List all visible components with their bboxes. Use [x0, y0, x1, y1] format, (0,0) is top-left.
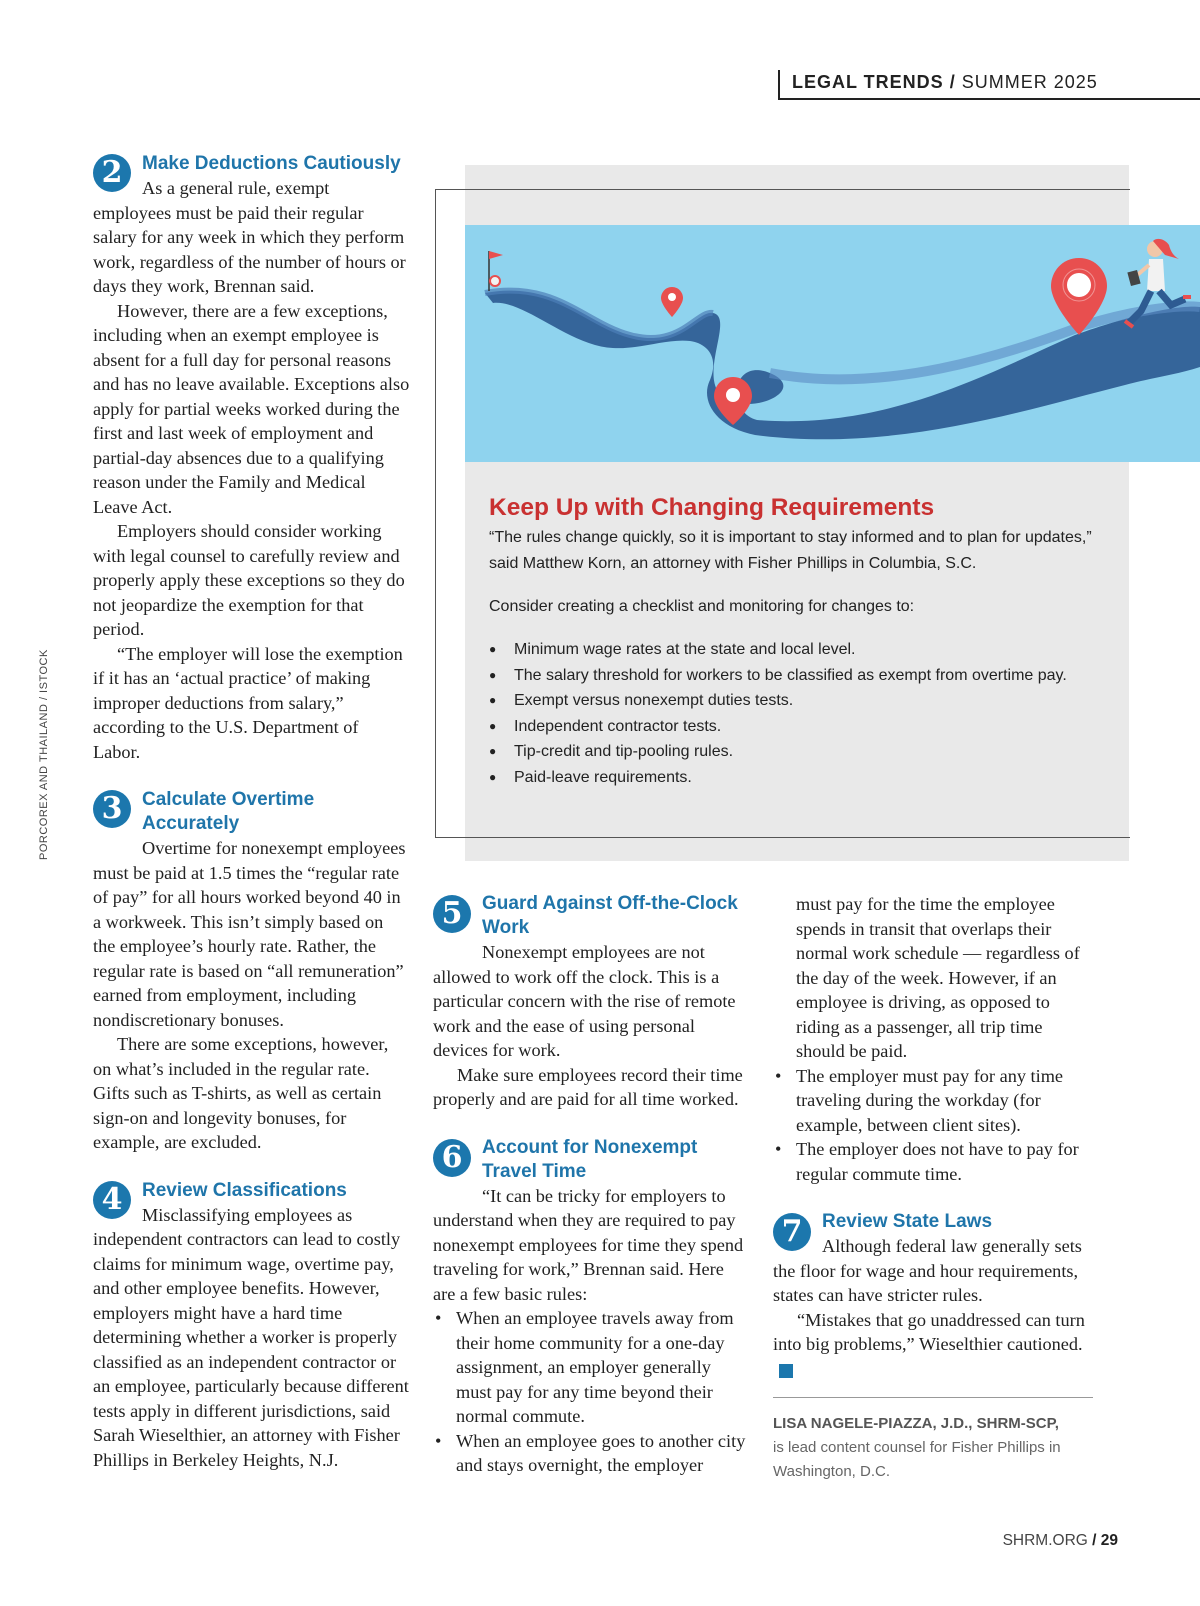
- sidebar-intro: Consider creating a checklist and monitoring for changes to:: [489, 598, 915, 615]
- footer-separator: /: [1092, 1532, 1097, 1549]
- section-paragraph: “The employer will lose the exemption if it has an ‘actual practice’ of making improper deductions from salary,” according to the U.S. Department of Labor.: [93, 643, 403, 762]
- left-column: [93, 152, 410, 1472]
- travel-rule-item: • When an employee travels away from their home community for a one-day assignment, an employer generally must pay for any time beyond their normal commute.: [433, 1306, 746, 1429]
- section-paragraph: However, there are a few exceptions, including when an exempt employee is absent for a full day for personal reasons and has no leave available. Exceptions also apply for partial weeks worked during the first and last week of employment and partial-day absences due to a qualifying reason under the Family and Medical Leave Act.: [93, 300, 410, 517]
- checklist-item: ● Exempt versus nonexempt duties tests.: [489, 688, 1109, 714]
- photo-credit: PORCOREX AND THAILAND / ISTOCK: [38, 649, 50, 860]
- section-number-badge: 5: [433, 895, 471, 933]
- section-paragraph: Nonexempt employees are not allowed to work off the clock. This is a particular concern with the rise of remote work and the ease of using personal devices for work.: [433, 942, 736, 1060]
- sidebar-body: [489, 525, 1109, 790]
- hr-end-mark-icon: HR: [779, 1364, 793, 1378]
- byline-divider: [773, 1397, 1093, 1398]
- section-paragraph: Employers should consider working with legal counsel to carefully review and properly apply these exceptions so they do not jeopardize the exemption for that period.: [93, 521, 405, 639]
- header-section: LEGAL TRENDS: [792, 72, 944, 92]
- section-4: [93, 1179, 410, 1473]
- page-footer: [1003, 1532, 1118, 1550]
- section-paragraph: “It can be tricky for employers to understand when they are required to pay nonexempt employees for time they spend traveling for work,” Brennan said. Here are a few basic rules:: [433, 1185, 744, 1304]
- section-title: Review Classifications: [142, 1179, 347, 1201]
- winding-road-illustration: [465, 225, 1200, 462]
- section-paragraph: As a general rule, exempt employees must be paid their regular salary for any week in which they perform work, regardless of the number of hours or days they work, Brennan said.: [93, 178, 406, 296]
- page-number: 29: [1100, 1532, 1118, 1549]
- author-name: LISA NAGELE-PIAZZA, J.D., SHRM-SCP,: [773, 1415, 1059, 1432]
- author-bio: is lead content counsel for Fisher Phillips in Washington, D.C.: [773, 1439, 1061, 1480]
- right-column: [773, 892, 1093, 1484]
- section-paragraph: Misclassifying employees as independent contractors can lead to costly claims for minimum wage, overtime pay, and other employee benefits. However, employers might have a hard time determining whether a worker is properly classified as an independent contractor or an employee, particularly because different tests apply in different jurisdictions, said Sarah Wieselthier, an attorney with Fisher Phillips in Berkeley Heights, N.J.: [93, 1204, 409, 1470]
- section-paragraph: Make sure employees record their time properly and are paid for all time worked.: [433, 1064, 743, 1109]
- section-title: Calculate Overtime Accurately: [142, 789, 315, 834]
- middle-column: [433, 892, 746, 1478]
- section-title: Guard Against Off-the-Clock Work: [482, 893, 738, 938]
- section-6: [433, 1136, 746, 1478]
- checklist-item: ● Paid-leave requirements.: [489, 765, 1109, 791]
- section-number-badge: 4: [93, 1181, 131, 1219]
- section-paragraph: Although federal law generally sets the floor for wage and hour requirements, states can have stricter rules.: [773, 1236, 1082, 1305]
- travel-rule-item: • When an employee goes to another city and stays overnight, the employer: [433, 1429, 746, 1478]
- travel-rules-list-continued: [773, 1064, 1093, 1187]
- section-paragraph: “Mistakes that go unaddressed can turn into big problems,” Wieselthier cautioned.: [773, 1309, 1085, 1354]
- travel-rule-item: • The employer does not have to pay for regular commute time.: [773, 1137, 1093, 1186]
- section-title: Account for Nonexempt Travel Time: [482, 1136, 698, 1182]
- checklist-item: ● Minimum wage rates at the state and local level.: [489, 637, 1109, 663]
- section-number-badge: 7: [773, 1213, 811, 1251]
- checklist: [489, 637, 1109, 790]
- section-number-badge: 2: [93, 154, 131, 192]
- travel-rule-item: • The employer must pay for any time traveling during the workday (for example, between client sites).: [773, 1064, 1093, 1138]
- section-7: [773, 1210, 1093, 1381]
- travel-rule-continued: must pay for the time the employee spends in transit that overlaps their normal work schedule — regardless of the day of the week. However, if an employee is driving, as opposed to riding as a passenger, all trip time should be paid.: [796, 894, 1080, 1061]
- checklist-item: ● Tip-credit and tip-pooling rules.: [489, 739, 1109, 765]
- section-5: [433, 892, 746, 1112]
- checklist-item: ● Independent contractor tests.: [489, 714, 1109, 740]
- sidebar-title: Keep Up with Changing Requirements: [489, 494, 935, 521]
- section-title: Review State Laws: [822, 1211, 993, 1232]
- header-separator: /: [949, 72, 956, 92]
- section-number-badge: 6: [433, 1139, 471, 1177]
- section-title: Make Deductions Cautiously: [142, 153, 401, 174]
- travel-rules-list: [433, 1306, 746, 1478]
- author-byline: [773, 1412, 1093, 1484]
- footer-site: SHRM.ORG: [1002, 1532, 1088, 1549]
- running-header: [778, 70, 1200, 100]
- header-issue: SUMMER 2025: [961, 72, 1098, 92]
- sidebar-quote: “The rules change quickly, so it is important to stay informed and to plan for updates,” said Matthew Korn, an attorney with Fisher Phillips in Columbia, S.C.: [489, 529, 1092, 572]
- checklist-item: ● The salary threshold for workers to be classified as exempt from overtime pay.: [489, 663, 1109, 689]
- section-paragraph: Overtime for nonexempt employees must be paid at 1.5 times the “regular rate of pay” for all hours worked beyond 40 in a workweek. This isn’t simply based on the employee’s hourly rate. Rather, the regular rate is based on “all remuneration” earned from employment, including nondiscretionary bonuses.: [93, 838, 406, 1030]
- section-paragraph: There are some exceptions, however, on what’s included in the regular rate. Gifts such as T-shirts, as well as certain sign-on and longevity bonuses, for example, are excluded.: [93, 1034, 389, 1152]
- section-3: [93, 788, 410, 1155]
- section-number-badge: 3: [93, 790, 131, 828]
- section-2: [93, 152, 410, 764]
